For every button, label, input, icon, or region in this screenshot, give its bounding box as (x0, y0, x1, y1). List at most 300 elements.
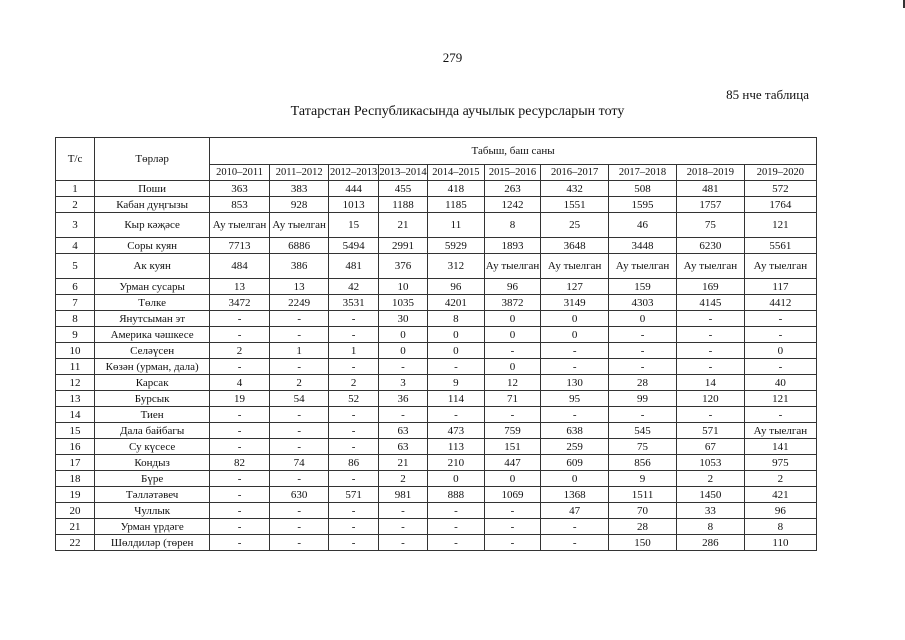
table-row (56, 295, 817, 311)
catch-value: 99 (609, 391, 677, 407)
catch-value: 363 (210, 181, 270, 197)
catch-value: 1188 (378, 197, 427, 213)
catch-value: 13 (210, 279, 270, 295)
catch-value: 25 (541, 213, 609, 238)
catch-value: - (269, 311, 329, 327)
catch-value: 2249 (269, 295, 329, 311)
catch-value: 263 (484, 181, 541, 197)
catch-value: 46 (609, 213, 677, 238)
catch-value: - (269, 503, 329, 519)
page-number: 279 (442, 50, 463, 65)
catch-value: 13 (269, 279, 329, 295)
catch-value: - (210, 423, 270, 439)
catch-value: 95 (541, 391, 609, 407)
species-name: Урман сусары (95, 279, 210, 295)
catch-value: 3 (378, 375, 427, 391)
species-name: Чуллык (95, 503, 210, 519)
catch-value: - (210, 407, 270, 423)
species-name: Карсак (95, 375, 210, 391)
catch-value: - (541, 407, 609, 423)
catch-value: 42 (329, 279, 378, 295)
catch-value: 0 (428, 343, 485, 359)
catch-value: 3149 (541, 295, 609, 311)
table-row (56, 423, 817, 439)
catch-value: Ау тыелган (269, 213, 329, 238)
species-name: Америка чәшкесе (95, 327, 210, 343)
catch-value: 432 (541, 181, 609, 197)
catch-value: - (609, 407, 677, 423)
catch-value: - (676, 407, 744, 423)
catch-value: 1 (269, 343, 329, 359)
catch-value: 8 (484, 213, 541, 238)
table-row (56, 327, 817, 343)
catch-value: 0 (744, 343, 816, 359)
catch-value: - (329, 359, 378, 375)
catch-value: 3872 (484, 295, 541, 311)
catch-value: Ау тыелган (744, 254, 816, 279)
catch-value: 150 (609, 535, 677, 551)
catch-value: 286 (676, 535, 744, 551)
catch-value: - (676, 311, 744, 327)
catch-value: 2991 (378, 238, 427, 254)
row-number: 2 (56, 197, 95, 213)
catch-value: - (428, 359, 485, 375)
table-row (56, 197, 817, 213)
catch-value: 4 (210, 375, 270, 391)
catch-value: 210 (428, 455, 485, 471)
row-number: 6 (56, 279, 95, 295)
catch-value: - (744, 311, 816, 327)
catch-value: 70 (609, 503, 677, 519)
catch-value: - (676, 327, 744, 343)
catch-value: - (484, 519, 541, 535)
catch-value: - (329, 535, 378, 551)
catch-value: 0 (484, 471, 541, 487)
catch-value: - (269, 423, 329, 439)
catch-value: 383 (269, 181, 329, 197)
row-number: 15 (56, 423, 95, 439)
catch-value: 121 (744, 391, 816, 407)
species-name: Кыр кәҗәсе (95, 213, 210, 238)
species-name: Төлке (95, 295, 210, 311)
catch-value: 0 (609, 311, 677, 327)
catch-value: - (541, 519, 609, 535)
catch-value: - (428, 535, 485, 551)
row-number: 1 (56, 181, 95, 197)
row-number: 11 (56, 359, 95, 375)
catch-value: 4145 (676, 295, 744, 311)
catch-value: 2 (329, 375, 378, 391)
catch-value: 0 (541, 471, 609, 487)
catch-value: 19 (210, 391, 270, 407)
catch-value: - (378, 503, 427, 519)
catch-value: - (609, 327, 677, 343)
catch-value: 33 (676, 503, 744, 519)
row-number: 21 (56, 519, 95, 535)
catch-value: Ау тыелган (744, 423, 816, 439)
catch-value: 1053 (676, 455, 744, 471)
year-header: 2018–2019 (676, 165, 744, 181)
catch-value: 418 (428, 181, 485, 197)
catch-value: 5929 (428, 238, 485, 254)
catch-value: 3531 (329, 295, 378, 311)
catch-value: 928 (269, 197, 329, 213)
catch-value: 8 (744, 519, 816, 535)
species-name: Бүре (95, 471, 210, 487)
catch-value: 455 (378, 181, 427, 197)
catch-value: - (210, 439, 270, 455)
catch-value: 0 (428, 471, 485, 487)
catch-value: 2 (269, 375, 329, 391)
catch-value: 28 (609, 375, 677, 391)
year-header: 2019–2020 (744, 165, 816, 181)
catch-value: 376 (378, 254, 427, 279)
table-body (56, 181, 817, 551)
catch-value: - (210, 471, 270, 487)
catch-value: 3448 (609, 238, 677, 254)
catch-value: - (329, 471, 378, 487)
table-row (56, 535, 817, 551)
catch-value: 21 (378, 213, 427, 238)
catch-value: Ау тыелган (484, 254, 541, 279)
species-name: Кондыз (95, 455, 210, 471)
catch-value: 481 (329, 254, 378, 279)
catch-value: 63 (378, 423, 427, 439)
catch-value: - (428, 519, 485, 535)
header-number: Т/с (56, 138, 95, 181)
catch-value: - (329, 503, 378, 519)
catch-value: 11 (428, 213, 485, 238)
row-number: 8 (56, 311, 95, 327)
catch-value: 5494 (329, 238, 378, 254)
table-row (56, 471, 817, 487)
catch-value: 15 (329, 213, 378, 238)
table-row (56, 439, 817, 455)
catch-value: - (329, 407, 378, 423)
catch-value: 630 (269, 487, 329, 503)
table-row (56, 407, 817, 423)
catch-value: 82 (210, 455, 270, 471)
row-number: 20 (56, 503, 95, 519)
catch-value: - (744, 407, 816, 423)
catch-value: Ау тыелган (609, 254, 677, 279)
catch-value: - (378, 359, 427, 375)
catch-value: 1368 (541, 487, 609, 503)
catch-value: - (676, 343, 744, 359)
catch-value: 151 (484, 439, 541, 455)
catch-value: 114 (428, 391, 485, 407)
catch-value: 508 (609, 181, 677, 197)
catch-value: 1511 (609, 487, 677, 503)
catch-value: - (269, 439, 329, 455)
catch-value: 312 (428, 254, 485, 279)
catch-value: 75 (676, 213, 744, 238)
catch-value: 447 (484, 455, 541, 471)
catch-value: - (484, 343, 541, 359)
catch-value: 1595 (609, 197, 677, 213)
row-number: 12 (56, 375, 95, 391)
catch-value: 36 (378, 391, 427, 407)
catch-value: - (744, 359, 816, 375)
catch-value: Ау тыелган (541, 254, 609, 279)
catch-value: 30 (378, 311, 427, 327)
catch-value: 3472 (210, 295, 270, 311)
catch-value: 545 (609, 423, 677, 439)
catch-value: 4303 (609, 295, 677, 311)
catch-value: - (609, 343, 677, 359)
catch-value: 47 (541, 503, 609, 519)
catch-value: - (378, 535, 427, 551)
catch-value: 1757 (676, 197, 744, 213)
catch-value: 71 (484, 391, 541, 407)
catch-value: 74 (269, 455, 329, 471)
table-row (56, 455, 817, 471)
year-header: 2014–2015 (428, 165, 485, 181)
catch-value: 21 (378, 455, 427, 471)
catch-value: 1893 (484, 238, 541, 254)
species-name: Көзән (урман, дала) (95, 359, 210, 375)
row-number: 16 (56, 439, 95, 455)
catch-value: 40 (744, 375, 816, 391)
catch-value: 1450 (676, 487, 744, 503)
catch-value: 6230 (676, 238, 744, 254)
catch-value: 975 (744, 455, 816, 471)
catch-value: 1069 (484, 487, 541, 503)
catch-value: 6886 (269, 238, 329, 254)
catch-value: 117 (744, 279, 816, 295)
catch-value: - (269, 327, 329, 343)
catch-value: 75 (609, 439, 677, 455)
catch-value: 609 (541, 455, 609, 471)
catch-value: 4412 (744, 295, 816, 311)
catch-value: - (676, 359, 744, 375)
catch-value: 4201 (428, 295, 485, 311)
catch-value: - (541, 359, 609, 375)
year-header: 2016–2017 (541, 165, 609, 181)
year-header: 2011–2012 (269, 165, 329, 181)
species-name: Поши (95, 181, 210, 197)
catch-value: 120 (676, 391, 744, 407)
table-row (56, 181, 817, 197)
catch-value: 2 (378, 471, 427, 487)
catch-value: 9 (609, 471, 677, 487)
catch-value: - (484, 503, 541, 519)
catch-value: 9 (428, 375, 485, 391)
table-row (56, 343, 817, 359)
document-title: Татарстан Республикасында аучылык ресурсларын тоту (290, 104, 625, 119)
catch-value: - (269, 535, 329, 551)
catch-value: - (378, 407, 427, 423)
species-name: Тәлләтәвеч (95, 487, 210, 503)
catch-value: 0 (484, 311, 541, 327)
catch-value: 169 (676, 279, 744, 295)
species-name: Селәүсен (95, 343, 210, 359)
catch-value: 5561 (744, 238, 816, 254)
catch-value: 1 (329, 343, 378, 359)
catch-value: 0 (541, 327, 609, 343)
catch-value: - (329, 423, 378, 439)
table-row (56, 487, 817, 503)
catch-value: 0 (484, 359, 541, 375)
row-number: 18 (56, 471, 95, 487)
catch-value: - (428, 503, 485, 519)
table-row (56, 375, 817, 391)
catch-value: 1035 (378, 295, 427, 311)
catch-value: Ау тыелган (676, 254, 744, 279)
catch-value: 2 (676, 471, 744, 487)
catch-value: 571 (329, 487, 378, 503)
catch-value: 421 (744, 487, 816, 503)
year-header: 2013–2014 (378, 165, 427, 181)
catch-value: 96 (428, 279, 485, 295)
catch-value: - (210, 327, 270, 343)
catch-value: - (210, 311, 270, 327)
species-name: Шөлдиләр (төрен (95, 535, 210, 551)
table-row (56, 519, 817, 535)
row-number: 5 (56, 254, 95, 279)
catch-value: 159 (609, 279, 677, 295)
catch-value: 86 (329, 455, 378, 471)
catch-value: 1551 (541, 197, 609, 213)
header-catch-group: Табыш, баш саны (210, 138, 817, 165)
catch-value: - (210, 487, 270, 503)
table-row (56, 254, 817, 279)
catch-value: 8 (428, 311, 485, 327)
catch-value: 12 (484, 375, 541, 391)
row-number: 17 (56, 455, 95, 471)
catch-value: 571 (676, 423, 744, 439)
row-number: 14 (56, 407, 95, 423)
catch-value: - (541, 535, 609, 551)
catch-value: 0 (378, 343, 427, 359)
catch-value: - (541, 343, 609, 359)
species-name: Соры куян (95, 238, 210, 254)
row-number: 10 (56, 343, 95, 359)
catch-value: 386 (269, 254, 329, 279)
table-row (56, 359, 817, 375)
catch-value: 63 (378, 439, 427, 455)
catch-value: 259 (541, 439, 609, 455)
table-row (56, 391, 817, 407)
catch-value: 2 (744, 471, 816, 487)
table-row (56, 238, 817, 254)
species-name: Су күсесе (95, 439, 210, 455)
hunting-resources-table (55, 137, 817, 551)
catch-value: 10 (378, 279, 427, 295)
catch-value: - (210, 535, 270, 551)
catch-value: 638 (541, 423, 609, 439)
catch-value: 473 (428, 423, 485, 439)
species-name: Бурсык (95, 391, 210, 407)
catch-value: - (210, 503, 270, 519)
year-header: 2015–2016 (484, 165, 541, 181)
catch-value: 0 (484, 327, 541, 343)
catch-value: - (329, 519, 378, 535)
year-header: 2017–2018 (609, 165, 677, 181)
row-number: 13 (56, 391, 95, 407)
header-species: Төрләр (95, 138, 210, 181)
row-number: 7 (56, 295, 95, 311)
table-label: 85 нче таблица (726, 87, 809, 102)
catch-value: 7713 (210, 238, 270, 254)
catch-value: 0 (378, 327, 427, 343)
catch-value: 130 (541, 375, 609, 391)
table-row (56, 503, 817, 519)
year-header: 2010–2011 (210, 165, 270, 181)
catch-value: 2 (210, 343, 270, 359)
catch-value: 481 (676, 181, 744, 197)
catch-value: 14 (676, 375, 744, 391)
row-number: 9 (56, 327, 95, 343)
catch-value: - (484, 407, 541, 423)
row-number: 4 (56, 238, 95, 254)
catch-value: - (428, 407, 485, 423)
catch-value: - (269, 359, 329, 375)
species-name: Дала байбагы (95, 423, 210, 439)
catch-value: - (329, 439, 378, 455)
catch-value: 572 (744, 181, 816, 197)
row-number: 19 (56, 487, 95, 503)
catch-value: 853 (210, 197, 270, 213)
table-row (56, 279, 817, 295)
catch-value: 141 (744, 439, 816, 455)
catch-value: 110 (744, 535, 816, 551)
catch-value: 96 (484, 279, 541, 295)
catch-value: 1242 (484, 197, 541, 213)
catch-value: 67 (676, 439, 744, 455)
catch-value: 444 (329, 181, 378, 197)
catch-value: Ау тыелган (210, 213, 270, 238)
catch-value: 8 (676, 519, 744, 535)
catch-value: 759 (484, 423, 541, 439)
catch-value: 981 (378, 487, 427, 503)
catch-value: 121 (744, 213, 816, 238)
catch-value: 127 (541, 279, 609, 295)
catch-value: - (484, 535, 541, 551)
catch-value: 1764 (744, 197, 816, 213)
catch-value: - (210, 519, 270, 535)
catch-value: - (744, 327, 816, 343)
catch-value: 28 (609, 519, 677, 535)
catch-value: - (269, 519, 329, 535)
table-row (56, 311, 817, 327)
catch-value: 52 (329, 391, 378, 407)
species-name: Янутсыман эт (95, 311, 210, 327)
row-number: 22 (56, 535, 95, 551)
catch-value: - (329, 327, 378, 343)
catch-value: 888 (428, 487, 485, 503)
catch-value: 1185 (428, 197, 485, 213)
catch-value: 113 (428, 439, 485, 455)
table-row (56, 213, 817, 238)
catch-value: 54 (269, 391, 329, 407)
species-name: Ак куян (95, 254, 210, 279)
year-header: 2012–2013 (329, 165, 378, 181)
catch-value: - (609, 359, 677, 375)
catch-value: - (269, 407, 329, 423)
catch-value: - (378, 519, 427, 535)
catch-value: 1013 (329, 197, 378, 213)
catch-value: - (210, 359, 270, 375)
catch-value: - (269, 471, 329, 487)
species-name: Урман үрдәге (95, 519, 210, 535)
species-name: Кабан дуңгызы (95, 197, 210, 213)
catch-value: - (329, 311, 378, 327)
catch-value: 3648 (541, 238, 609, 254)
catch-value: 0 (428, 327, 485, 343)
species-name: Тиен (95, 407, 210, 423)
catch-value: 856 (609, 455, 677, 471)
